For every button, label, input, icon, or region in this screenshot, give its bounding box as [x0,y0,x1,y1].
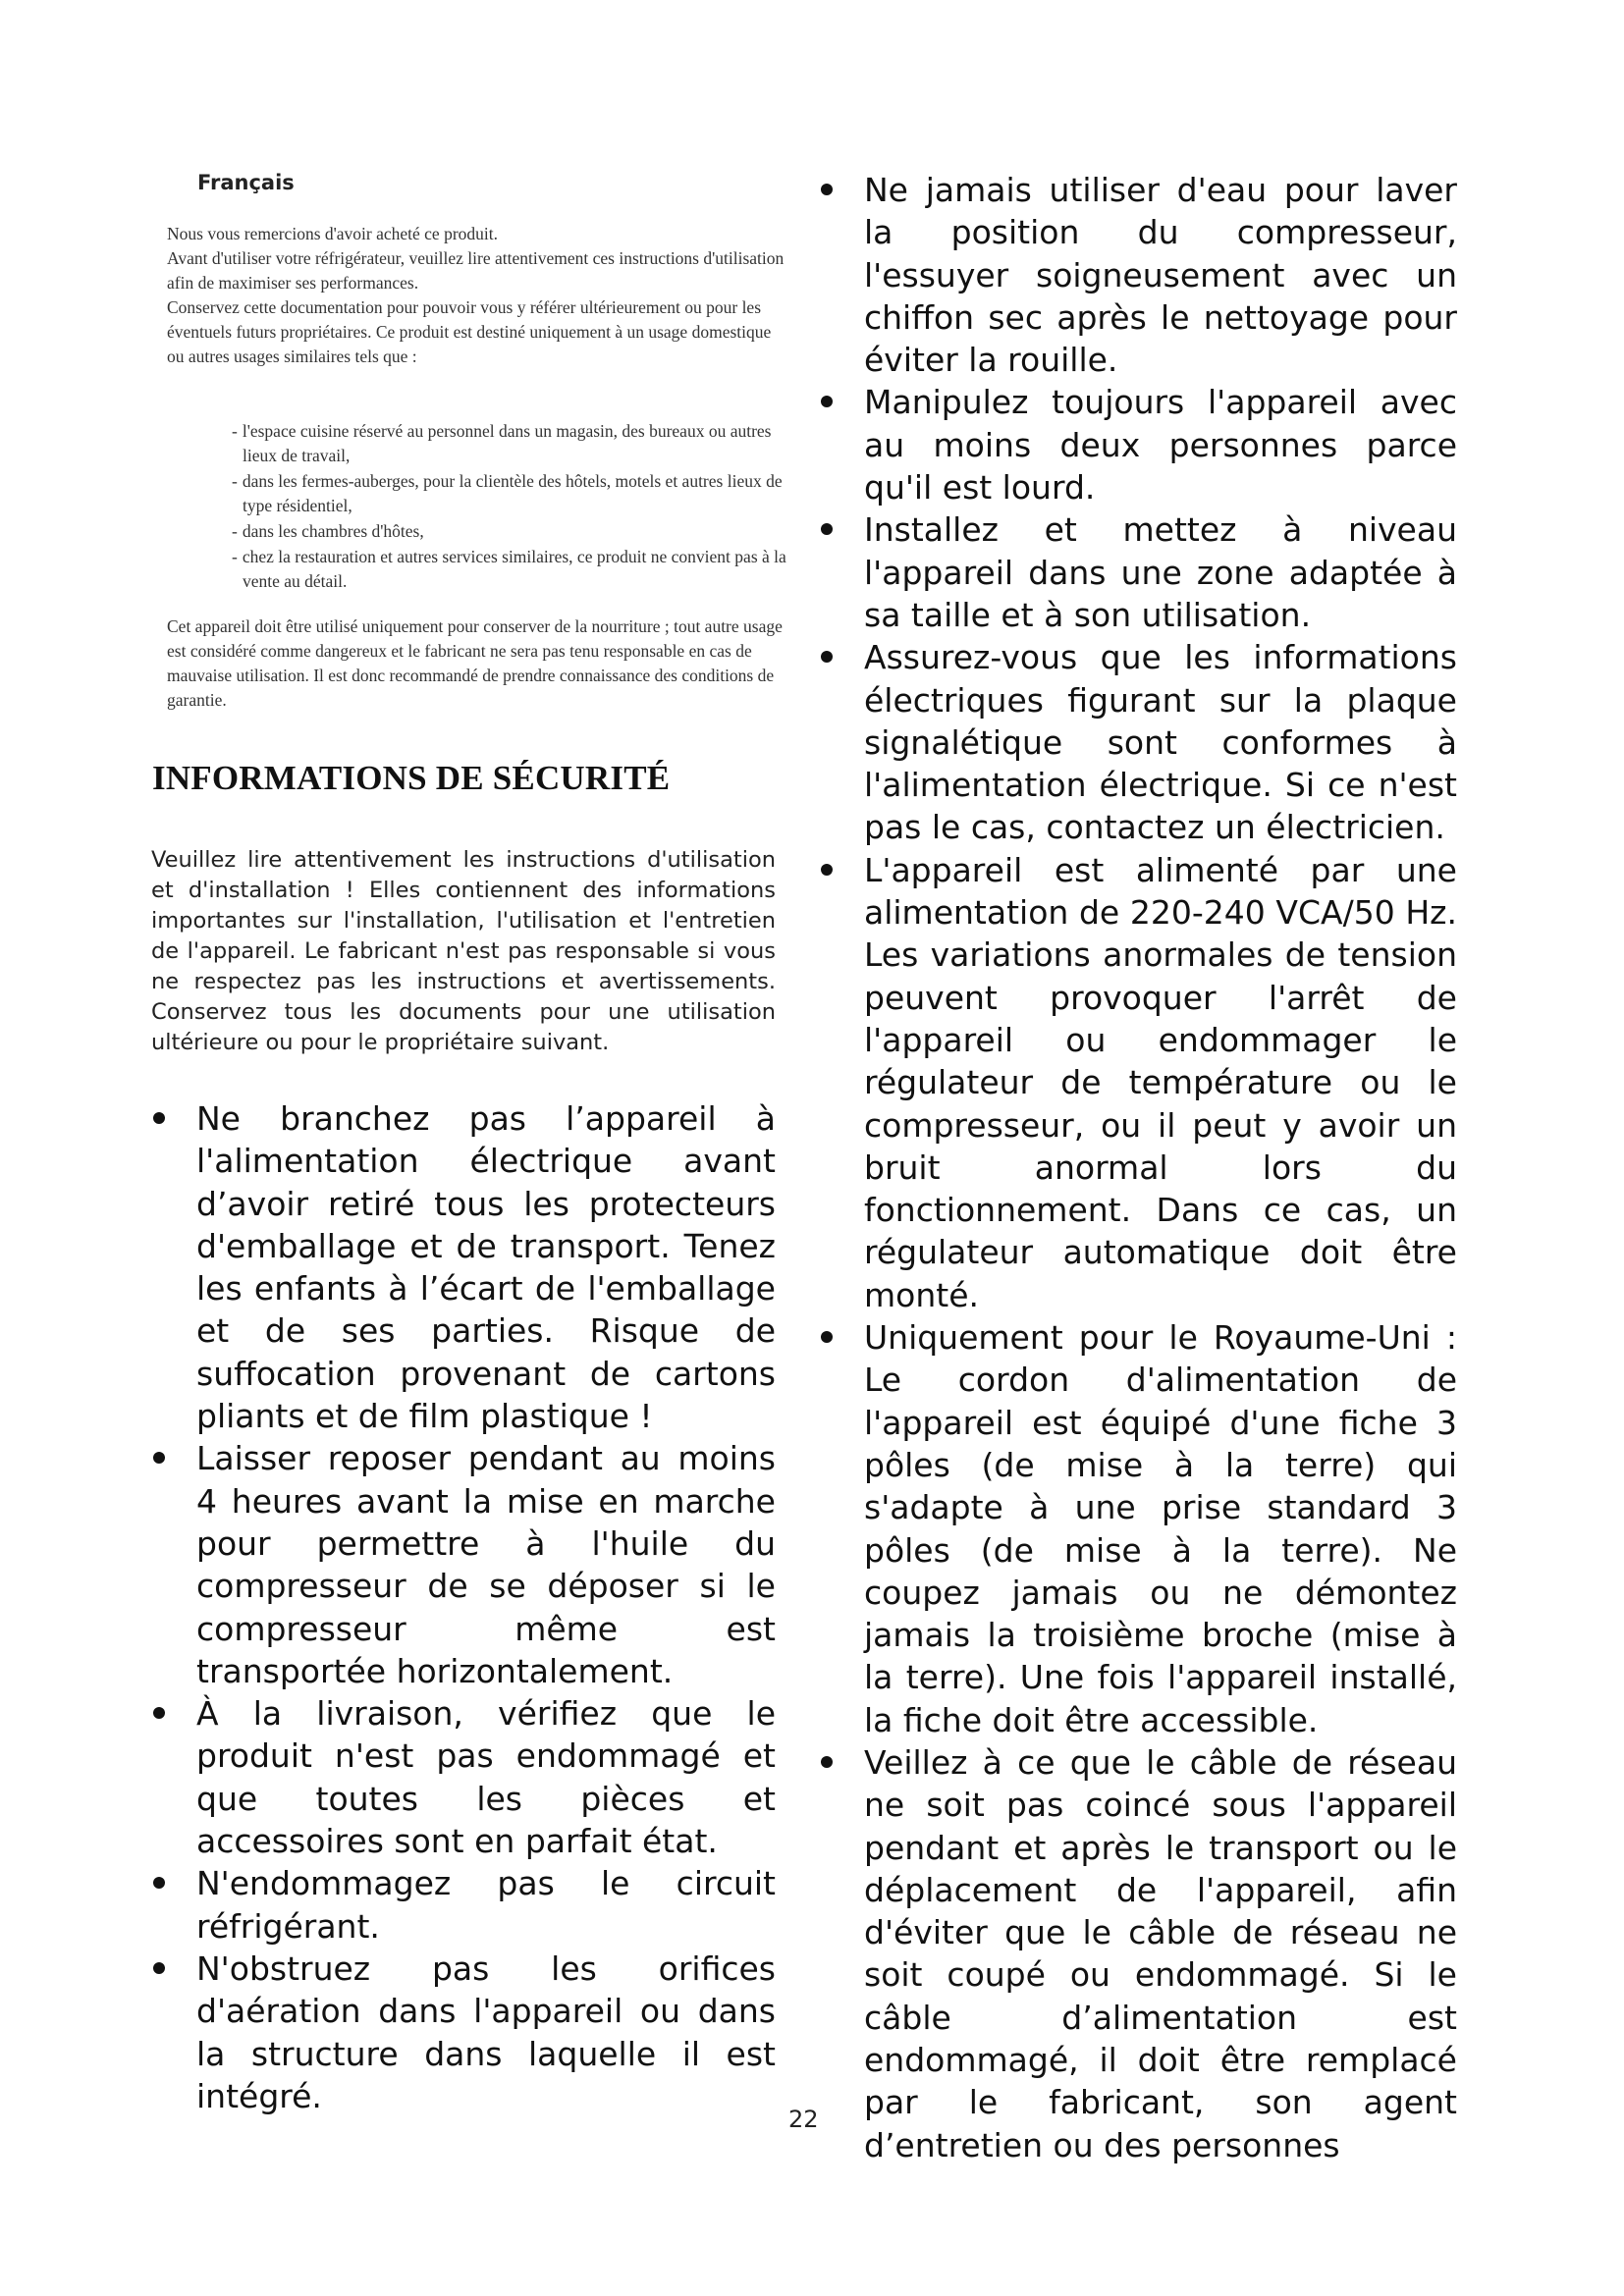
intro-line: Avant d'utiliser votre réfrigérateur, veuillez lire attentivement ces instructions d'utilisation afin de maximiser ses performances. [167,248,785,293]
bullet-icon [821,523,833,535]
usage-item: - dans les fermes-auberges, pour la clientèle des hôtels, motels et autres lieux de type résidentiel, [232,471,783,515]
bullet-icon [821,651,833,663]
bullet-icon [153,1112,165,1124]
intro-line: Conservez cette documentation pour pouvoir vous y référer ultérieurement ou pour les éventuels futurs propriétaires. Ce produit est destiné uniquement à un usage domestique ou autres usages similaires tels que : [167,297,772,366]
usage-list [232,419,787,595]
safety-intro: Veuillez lire attentivement les instructions d'utilisation et d'installation ! Elles contiennent des informations importantes sur l'installation, l'utilisation et l'entretien de l'appareil. Le fabricant n'est pas responsable si vous ne respectez pas les instructions et avertissements. Conservez tous les documents pour une utilisation ultérieure ou pour le propriétaire suivant. [151,847,776,1055]
bullet-icon [821,396,833,407]
usage-item: - dans les chambres d'hôtes, [232,521,424,541]
usage-item: - chez la restauration et autres services similaires, ce produit ne convient pas à la vente au détail. [232,547,786,591]
section-title: INFORMATIONS DE SÉCURITÉ [152,759,671,797]
safety-item: Ne branchez pas l’appareil à l'alimentation électrique avant d’avoir retiré tous les protecteurs d'emballage et de transport. Tenez les enfants à l’écart de l'emballage et de ses parties. Risque de suffocation provenant de cartons pliants et de film plastique ! [196,1097,776,1437]
usage-item: - l'espace cuisine réservé au personnel dans un magasin, des bureaux ou autres lieux de travail, [232,421,772,465]
safety-item: À la livraison, vérifiez que le produit n'est pas endommagé et que toutes les pièces et accessoires sont en parfait état. [196,1692,776,1862]
bullet-icon [821,184,833,195]
intro-text [167,222,787,369]
language-label: Français [197,171,295,194]
bullet-icon [153,1707,165,1719]
safety-item: N'endommagez pas le circuit réfrigérant. [196,1862,776,1948]
safety-item: Veillez à ce que le câble de réseau ne soit pas coincé sous l'appareil pendant et après le transport ou le déplacement de l'appareil, afin d'éviter que le câble de réseau ne soit coupé ou endommagé. Si le câble d’alimentation est endommagé, il doit être remplacé par le fabricant, son agent d’entretien ou des personnes [864,1741,1457,2166]
intro-line: Nous vous remercions d'avoir acheté ce produit. [167,224,499,243]
safety-item: Ne jamais utiliser d'eau pour laver la position du compresseur, l'essuyer soigneusement avec un chiffon sec après le nettoyage pour éviter la rouille. [864,169,1457,381]
safety-list-left [196,1097,776,2117]
safety-item: Assurez-vous que les informations électriques figurant sur la plaque signalétique sont conformes à l'alimentation électrique. Si ce n'est pas le cas, contactez un électricien. [864,636,1457,848]
bullet-icon [821,1756,833,1768]
usage-note: Cet appareil doit être utilisé uniquement pour conserver de la nourriture ; tout autre usage est considéré comme dangereux et le fabricant ne sera pas tenu responsable en cas de mauvaise utilisation. Il est donc recommandé de prendre connaissance des conditions de garantie. [167,616,783,710]
safety-item: Laisser reposer pendant au moins 4 heures avant la mise en marche pour permettre à l'huile du compresseur de se déposer si le compresseur même est transportée horizontalement. [196,1437,776,1692]
bullet-icon [153,1452,165,1464]
bullet-icon [821,1331,833,1343]
bullet-icon [821,864,833,876]
safety-item: Installez et mettez à niveau l'appareil dans une zone adaptée à sa taille et à son utilisation. [864,508,1457,636]
bullet-icon [153,1877,165,1889]
bullet-icon [153,1962,165,1974]
safety-item: N'obstruez pas les orifices d'aération dans l'appareil ou dans la structure dans laquelle il est intégré. [196,1948,776,2117]
safety-item: Manipulez toujours l'appareil avec au moins deux personnes parce qu'il est lourd. [864,381,1457,508]
page-number: 22 [788,2106,819,2133]
safety-list-right [864,169,1457,2166]
safety-item: Uniquement pour le Royaume-Uni : Le cordon d'alimentation de l'appareil est équipé d'une fiche 3 pôles (de mise à la terre) qui s'adapte à une prise standard 3 pôles (de mise à la terre). Ne coupez jamais ou ne démontez jamais la troisième broche (mise à la terre). Une fois l'appareil installé, la fiche doit être accessible. [864,1316,1457,1741]
safety-item: L'appareil est alimenté par une alimentation de 220-240 VCA/50 Hz. Les variations anormales de tension peuvent provoquer l'arrêt de l'appareil ou endommager le régulateur de température ou le compresseur, ou il peut y avoir un bruit anormal lors du fonctionnement. Dans ce cas, un régulateur automatique doit être monté. [864,849,1457,1316]
